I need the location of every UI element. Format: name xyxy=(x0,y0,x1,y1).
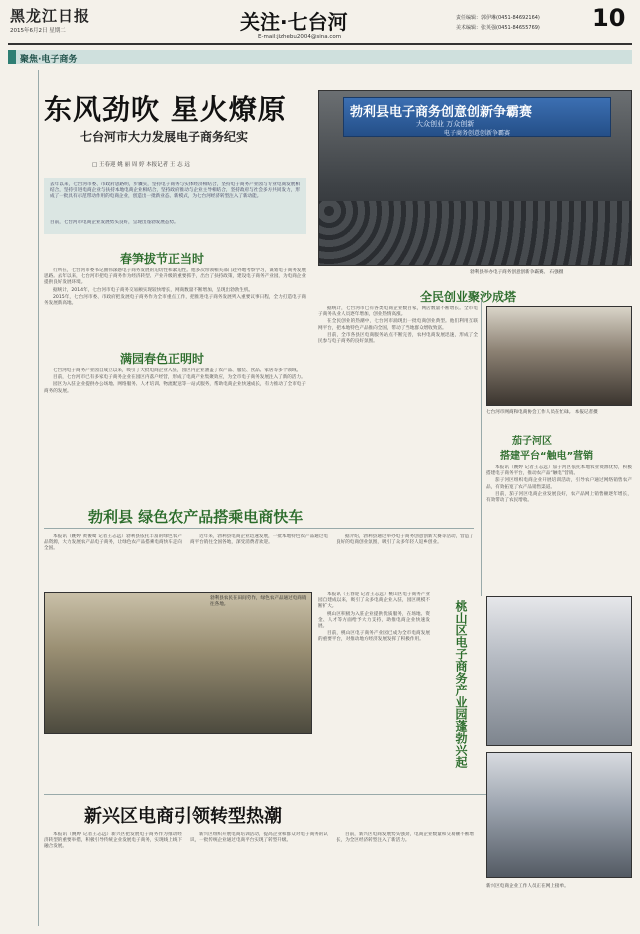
startup-photo xyxy=(486,306,632,406)
boli-body xyxy=(44,534,474,582)
feature-subheadline: 七台河市大力发展电子商务纪实 xyxy=(80,130,249,144)
xinxing-photo-caption: 新兴区电商企业工作人员正在网上接单。 xyxy=(486,884,569,889)
lead-text-2: 目前，七台河市电商企业发展势头良好，呈现出蓬勃发展态势。 xyxy=(50,220,179,225)
boli-photo-caption: 勃利县农民在田间劳作，绿色农产品通过电商销往各地。 xyxy=(210,596,307,607)
xinxing-body xyxy=(44,832,474,926)
qiezi-body xyxy=(486,465,632,592)
paragraph: 目前，茄子河区电商企业发展良好，农产品网上销售额逐年增长，有效带动了农民增收。 xyxy=(486,491,632,504)
paragraph: 本报讯（王春迎 记者王志远）桃山区电子商务产业园自建成以来，吸引了众多电商企业入驻，园区规模不断扩大。 xyxy=(318,592,430,610)
feature-headline: 东风劲吹 星火燎原 xyxy=(44,93,287,126)
qiezi-title: 茄子河区 xyxy=(512,436,552,447)
paragraph: 行所在，七台河市委书记曲伟深感电子商务发展的迫切性和紧迫性。他多次带领相关部门赴外地考察学习，谋划电子商务发展思路。去年以来，七台河市把电子商务作为经济转型、产业升级的重要抓手，出台了扶持政策，建设电子商务产业园，为电商企业提供良好发展环境。 xyxy=(44,268,306,286)
contest-photo-caption: 勃利县举办电子商务创意创新争霸赛。 石强摄 xyxy=(470,270,564,275)
contest-banner-slogan: 电子商务创意创新争霸赛 xyxy=(444,130,511,137)
paragraph: 本报讯（姚婷 记者王志远）新兴区把发展电子商务作为推动经济转型的重要举措，积极引导传统企业发展电子商务，实现线上线下融合发展。 xyxy=(44,832,182,850)
boli-photo xyxy=(44,592,312,734)
paragraph: 茄子河区组织电商企业开展培训活动，引导农户通过网络销售农产品，有效拓宽了农产品销售渠道。 xyxy=(486,478,632,490)
paragraph: 本报讯（姚婷 记者王志远）茄子河区依托本地农业资源优势，积极搭建电子商务平台，推动农产品“触电”营销。 xyxy=(486,465,632,477)
paragraph: 目前，桃山区电子商务产业园已成为全市电商发展的重要平台，对推动地方经济发展发挥了积极作用。 xyxy=(318,631,430,643)
column-divider xyxy=(481,300,482,596)
lead-text: 去年以来，七台河市委、市政府思路明，步骤实，坚持电子商务与实体经济相结合，坚持电子商务产业园与专业电商发展相结合，坚持引进电商企业与扶持本地电商企业相结合，坚持政府推动与企业主导相结合，坚持政府与社会多方共同发力，形成了一批具有示范带动作用的电商企业，创造出一批新业态、新模式，为七台河经济转型注入了新动能。 xyxy=(50,182,300,200)
masthead-rule xyxy=(8,43,632,45)
paragraph: 目前，全市各县区电商服务站点不断完善，农村电商发展迅速，形成了全民参与电子商务的良好氛围。 xyxy=(318,332,478,345)
paragraph: 园区为入驻企业提供办公场地、网络服务、人才培训、物流配送等一站式服务，帮助电商企业快速成长，有力推动了全市电子商务的发展。 xyxy=(44,382,306,394)
section1-body xyxy=(44,268,306,332)
designer-credit: 美术编辑：张英强(0451-84655769) xyxy=(456,25,540,31)
paragraph: 近年来，勃利县电商企业迅速发展，一批本地特色农产品通过电商平台销往全国各地，深受消费者欢迎。 xyxy=(190,534,328,546)
contest-banner-board xyxy=(343,97,611,137)
section-banner xyxy=(8,50,632,64)
page-number: 10 xyxy=(592,4,626,32)
startup-title: 全民创业聚沙成塔 xyxy=(420,290,517,304)
boli-rule xyxy=(44,528,474,529)
date: 2015年6月2日 星期二 xyxy=(10,28,66,34)
banner-label: 聚焦·电子商务 xyxy=(20,55,78,65)
paragraph: 据介绍，勃利县通过举办电子商务创意创新大赛等活动，营造了良好的电商创业氛围，吸引了众多年轻人返乡创业。 xyxy=(336,534,474,546)
paragraph: 本报讯（姚婷 黄俊鹭 记者王志远）勃利县依托丰富的绿色农产品资源，大力发展农产品电子商务，让绿色农产品搭乘电商快车走向全国。 xyxy=(44,534,182,552)
audience xyxy=(319,201,632,266)
paragraph: 2015年，七台河市委、市政府把发展电子商务作为全市重点工作，把推进电子商务发展列入重要议事日程，全力打造电子商务发展新高地。 xyxy=(44,294,306,307)
xinxing-title: 新兴区电商引领转型热潮 xyxy=(84,806,282,827)
qiezi-subtitle: 搭建平台“触电”营销 xyxy=(500,451,594,462)
feature-byline: □ 王春迎 姚 丽 周 婷 本报记者 王 志 远 xyxy=(92,162,190,168)
section2-body xyxy=(44,368,306,452)
paragraph: 据统计，2014年，七台河市电子商务交易额实现较快增长，网商数量不断增加，呈现出勃勃生机。 xyxy=(53,287,254,293)
email: E-mail:jizhebu2004@sina.com xyxy=(258,34,342,40)
contest-banner-title: 勃利县电子商务创意创新争霸赛 xyxy=(350,105,533,120)
startup-body xyxy=(318,306,478,458)
paragraph: 七台河电子商务产业园自成立以来，吸引了大批电商企业入驻，园区内企业涵盖了农产品、服装、食品、家居等多个领域。 xyxy=(53,368,302,373)
paragraph: 目前，新兴区电商发展势头强劲，电商企业数量和交易额不断增长，为全区经济转型注入了新活力。 xyxy=(336,832,474,844)
taoshan-photo xyxy=(486,596,632,746)
section1-title: 春笋拔节正当时 xyxy=(120,252,205,266)
section2-title: 满园春色正明时 xyxy=(120,352,205,366)
paper-name: 黑龙江日报 xyxy=(10,7,91,25)
contest-photo xyxy=(318,90,632,266)
paragraph: 在全民创业的热潮中，七台河市涌现出一批电商创业典型。他们利用互联网平台，把本地特色产品推向全国，带动了当地群众增收致富。 xyxy=(318,319,478,331)
section-title: 关注·七台河 xyxy=(240,10,348,34)
left-margin-rule xyxy=(38,70,39,926)
startup-photo-caption: 七台河市网商和电商协会工作人员在忙碌。 本报记者摄 xyxy=(486,410,598,415)
taoshan-body xyxy=(318,592,430,782)
lead-box xyxy=(44,178,306,234)
paragraph: 桃山区积极为入驻企业提供优质服务，在场地、资金、人才等方面给予大力支持，助推电商企业快速发展。 xyxy=(318,611,430,630)
masthead xyxy=(0,0,640,52)
contest-banner-subtitle: 大众创业 万众创新 xyxy=(416,120,475,128)
taoshan-title: 桃山区电子商务产业园蓬勃兴起 xyxy=(454,600,468,768)
paragraph: 新兴区组织开展电商培训活动，提高企业和群众对电子商务的认识，一批传统企业通过电商平台实现了转型升级。 xyxy=(190,832,328,844)
paragraph: 据统计，七台河市已有各类电商企业数百家，网店数量不断增长。全市电子商务从业人员逐年增加，创业热情高涨。 xyxy=(318,306,478,318)
xinxing-photo xyxy=(486,752,632,878)
paragraph: 目前，七台河市已有多家电子商务企业在园区内落户经营，形成了电商产业集聚效应，为全市电子商务发展注入了新的活力。 xyxy=(53,375,306,381)
boli-title: 勃利县 绿色农产品搭乘电商快车 xyxy=(88,508,304,526)
editor-credit: 责任编辑：郭伊琳(0451-84692164) xyxy=(456,15,540,21)
